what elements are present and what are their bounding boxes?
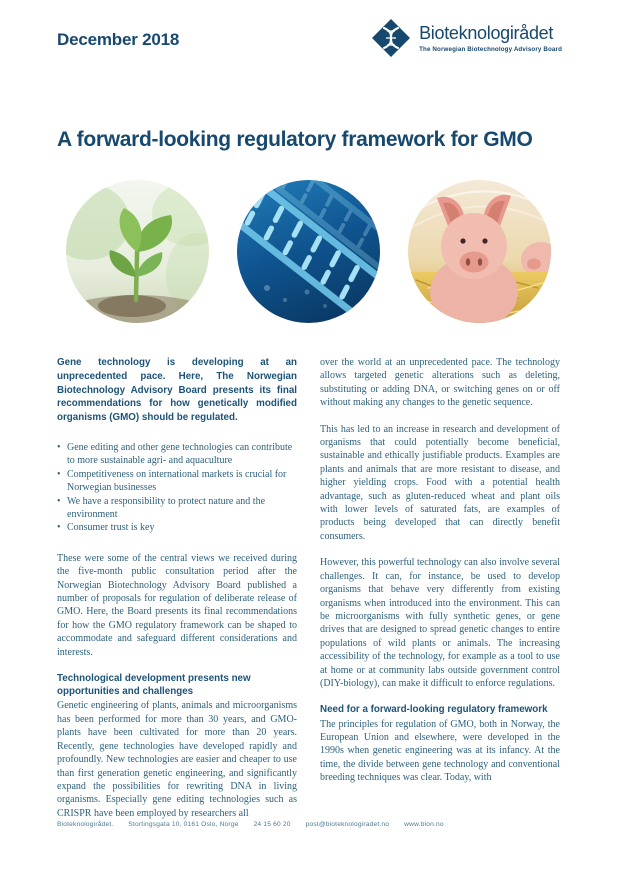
- left-column: [57, 356, 297, 820]
- list-item-text: Gene editing and other gene technologies can contribute to more sustainable agri- and aquaculture: [67, 441, 293, 467]
- logo-wordmark: Bioteknologirådet: [419, 23, 554, 43]
- bullet-icon: •: [57, 468, 61, 480]
- paragraph: However, this powerful technology can also involve several challenges. It can, for instance, be used to develop organisms that behave very differently from existing organisms when introduced into the environment. This can be microorganisms with fully synthetic genes, or gene drives that are designed to spread genetic changes to entire populations of wild plants or animals. The increasing accessibility of the technology, for example as a tool to use at home or at community labs outside government control (DIY-biology), can make it difficult to enforce regulations.: [320, 557, 560, 689]
- seedling-photo: [66, 180, 209, 323]
- list-item: [57, 521, 297, 534]
- footer-phone: 24 15 60 20: [253, 821, 291, 828]
- bullet-icon: •: [57, 441, 61, 453]
- paragraph: These were some of the central views we received during the five-month public consultation period after the Norwegian Biotechnology Advisory Board published a number of proposals for regulation of deliberate release of GMO. Here, the Board presents its final recommendations for how the GMO regulatory framework can be shaped to accommodate and safeguard different considerations and interests.: [57, 552, 297, 658]
- bullet-icon: •: [57, 495, 61, 507]
- dna-diamond-icon: [370, 17, 412, 64]
- footer-org-name: Bioteknologirådet.: [57, 821, 114, 828]
- photo-strip: [0, 180, 617, 323]
- paragraph: Genetic engineering of plants, animals and microorganisms has been performed for more than 30 years, and GMO-plants have been cultivated for more than 20 years. Recently, gene technologies have developed rapidly and profoundly. New technologies are easier and cheaper to use than first generation genetic engineering, and significantly expand the possibilities for rewriting DNA in living organisms. Especially gene editing technologies such as CRISPR have been employed by researchers all: [57, 700, 297, 819]
- right-column: [320, 356, 560, 820]
- footer-website: www.bion.no: [404, 821, 444, 828]
- piglet-photo: [408, 180, 551, 323]
- list-item-text: Competitiveness on international markets is crucial for Norwegian businesses: [67, 468, 287, 494]
- dna-photo: [237, 180, 380, 323]
- paragraph: over the world at an unprecedented pace. The technology allows targeted genetic alterations such as deleting, substituting or adding DNA, or switching genes on or off without making any changes to the genetic sequence.: [320, 357, 560, 409]
- key-points-list: [57, 441, 297, 535]
- page-title: A forward-looking regulatory framework for GMO: [57, 128, 533, 151]
- intro-paragraph: Gene technology is developing at an unprecedented pace. Here, The Norwegian Biotechnology Advisory Board presents its final recommendations for how genetically modified organisms (GMO) should be regulated.: [57, 357, 297, 424]
- section-heading: Technological development presents new opportunities and challenges: [57, 673, 251, 698]
- list-item: [57, 468, 297, 495]
- bullet-icon: •: [57, 522, 61, 534]
- page-footer: [57, 821, 577, 828]
- section-heading: Need for a forward-looking regulatory framework: [320, 704, 548, 716]
- footer-email: post@bioteknologiradet.no: [305, 821, 390, 828]
- article-body: [57, 356, 560, 820]
- list-item-text: We have a responsibility to protect nature and the environment: [67, 495, 266, 521]
- list-item: [57, 495, 297, 522]
- issue-date: December 2018: [57, 30, 180, 49]
- paragraph: The principles for regulation of GMO, both in Norway, the European Union and elsewhere, were developed in the 1990s when genetic engineering was at its infancy. At the time, the divide between gene technology and conventional breeding techniques was clear. Today, with: [320, 718, 560, 784]
- footer-address: Stortingsgata 10, 0161 Oslo, Norge: [128, 821, 239, 828]
- organization-logo: [370, 17, 562, 64]
- logo-tagline: The Norwegian Biotechnology Advisory Board: [419, 46, 562, 53]
- paragraph: This has led to an increase in research and development of organisms that could potentially become beneficial, sustainable and ethically justifiable products. Examples are plants and animals that are more resistant to disease, and higher yielding crops. Food with a potential health advantage, such as gluten-reduced wheat and plant oils with lower levels of saturated fats, are examples of products being developed that can directly benefit consumers.: [320, 423, 560, 542]
- list-item: [57, 441, 297, 468]
- list-item-text: Consumer trust is key: [67, 522, 155, 534]
